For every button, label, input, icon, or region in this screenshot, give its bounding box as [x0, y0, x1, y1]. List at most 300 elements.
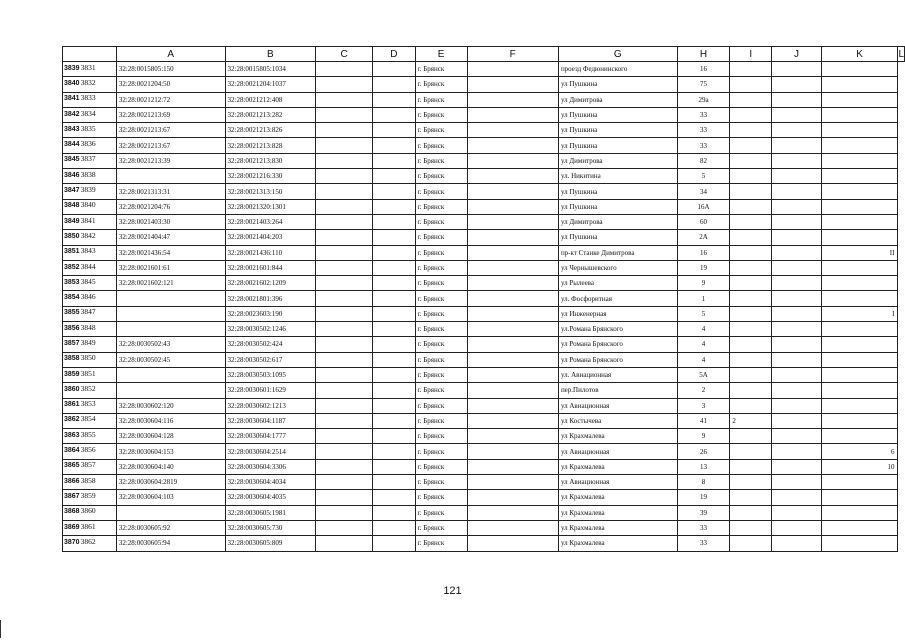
cell-l[interactable] — [821, 107, 898, 122]
row-number-cell[interactable] — [63, 352, 117, 367]
cell-l[interactable] — [821, 383, 898, 398]
cell-j[interactable] — [730, 107, 772, 122]
cell-f[interactable]: г. Брянск — [415, 138, 467, 153]
cell-f[interactable]: г. Брянск — [415, 322, 467, 337]
cell-e[interactable] — [372, 92, 415, 107]
cell-d[interactable] — [316, 214, 373, 229]
cell-c[interactable]: 32:28:0030503:1095 — [225, 367, 316, 382]
cell-c[interactable]: 32:28:0030605:730 — [225, 520, 316, 535]
row-number-cell[interactable] — [63, 459, 117, 474]
cell-h[interactable]: ул Авиационная — [558, 444, 677, 459]
cell-b[interactable]: 32:28:0021313:31 — [116, 184, 225, 199]
cell-h[interactable]: ул. Фосфоритная — [558, 291, 677, 306]
cell-i[interactable]: 5А — [677, 367, 730, 382]
cell-l[interactable] — [821, 505, 898, 520]
cell-i[interactable]: 16 — [677, 245, 730, 260]
cell-f[interactable]: г. Брянск — [415, 352, 467, 367]
cell-c[interactable]: 32:28:0021213:826 — [225, 123, 316, 138]
column-header-f[interactable]: F — [467, 47, 558, 62]
column-header-a[interactable]: A — [116, 47, 225, 62]
cell-h[interactable]: проезд Федюнинского — [558, 62, 677, 77]
cell-k[interactable] — [772, 337, 822, 352]
cell-h[interactable]: ул Рылеева — [558, 276, 677, 291]
cell-e[interactable] — [372, 337, 415, 352]
row-number-cell[interactable] — [63, 184, 117, 199]
cell-c[interactable]: 32:28:0021216:330 — [225, 169, 316, 184]
cell-d[interactable] — [316, 459, 373, 474]
cell-f[interactable]: г. Брянск — [415, 260, 467, 275]
cell-e[interactable] — [372, 107, 415, 122]
row-number-cell[interactable] — [63, 444, 117, 459]
cell-l[interactable] — [821, 230, 898, 245]
cell-d[interactable] — [316, 107, 373, 122]
cell-g[interactable] — [467, 77, 558, 92]
cell-d[interactable] — [316, 398, 373, 413]
cell-d[interactable] — [316, 123, 373, 138]
cell-f[interactable]: г. Брянск — [415, 398, 467, 413]
cell-c[interactable]: 32:28:0030502:424 — [225, 337, 316, 352]
cell-c[interactable]: 32:28:0021602:1209 — [225, 276, 316, 291]
cell-c[interactable]: 32:28:0021436:110 — [225, 245, 316, 260]
column-header-k[interactable]: K — [821, 47, 898, 62]
cell-k[interactable] — [772, 138, 822, 153]
cell-f[interactable]: г. Брянск — [415, 169, 467, 184]
cell-k[interactable] — [772, 459, 822, 474]
cell-e[interactable] — [372, 367, 415, 382]
cell-f[interactable]: г. Брянск — [415, 383, 467, 398]
cell-e[interactable] — [372, 214, 415, 229]
cell-i[interactable]: 33 — [677, 138, 730, 153]
cell-b[interactable]: 32:28:0030604:153 — [116, 444, 225, 459]
cell-k[interactable] — [772, 107, 822, 122]
cell-e[interactable] — [372, 429, 415, 444]
row-number-cell[interactable] — [63, 199, 117, 214]
cell-l[interactable] — [821, 398, 898, 413]
row-number-cell[interactable] — [63, 169, 117, 184]
cell-j[interactable] — [730, 123, 772, 138]
cell-b[interactable]: 32:28:0021602:121 — [116, 276, 225, 291]
cell-f[interactable]: г. Брянск — [415, 536, 467, 551]
cell-d[interactable] — [316, 475, 373, 490]
cell-f[interactable]: г. Брянск — [415, 505, 467, 520]
cell-f[interactable]: г. Брянск — [415, 276, 467, 291]
cell-g[interactable] — [467, 291, 558, 306]
cell-k[interactable] — [772, 520, 822, 535]
cell-i[interactable]: 41 — [677, 413, 730, 428]
cell-k[interactable] — [772, 199, 822, 214]
cell-b[interactable] — [116, 367, 225, 382]
cell-e[interactable] — [372, 413, 415, 428]
cell-b[interactable]: 32:28:0030602:120 — [116, 398, 225, 413]
cell-g[interactable] — [467, 184, 558, 199]
cell-k[interactable] — [772, 276, 822, 291]
cell-j[interactable] — [730, 429, 772, 444]
cell-i[interactable]: 9 — [677, 429, 730, 444]
cell-d[interactable] — [316, 184, 373, 199]
cell-b[interactable]: 32:28:0030605:94 — [116, 536, 225, 551]
cell-c[interactable]: 32:28:0021403:264 — [225, 214, 316, 229]
cell-k[interactable] — [772, 322, 822, 337]
cell-g[interactable] — [467, 352, 558, 367]
cell-k[interactable] — [772, 505, 822, 520]
cell-j[interactable]: 2 — [730, 413, 772, 428]
cell-h[interactable]: ул. Никитина — [558, 169, 677, 184]
cell-b[interactable]: 32:28:0021403:30 — [116, 214, 225, 229]
cell-i[interactable]: 39 — [677, 505, 730, 520]
cell-d[interactable] — [316, 260, 373, 275]
cell-i[interactable]: 33 — [677, 123, 730, 138]
cell-h[interactable]: ул Крахмалева — [558, 505, 677, 520]
cell-d[interactable] — [316, 520, 373, 535]
row-number-cell[interactable] — [63, 505, 117, 520]
cell-c[interactable]: 32:28:0023603:190 — [225, 306, 316, 321]
cell-i[interactable]: 75 — [677, 77, 730, 92]
cell-c[interactable]: 32:28:0021213:830 — [225, 153, 316, 168]
cell-h[interactable]: ул Крахмалева — [558, 490, 677, 505]
cell-e[interactable] — [372, 444, 415, 459]
cell-h[interactable]: ул Пушкина — [558, 138, 677, 153]
row-number-cell[interactable] — [63, 260, 117, 275]
row-number-cell[interactable] — [63, 337, 117, 352]
cell-d[interactable] — [316, 62, 373, 77]
cell-f[interactable]: г. Брянск — [415, 429, 467, 444]
cell-d[interactable] — [316, 413, 373, 428]
cell-h[interactable]: ул.Романа Брянского — [558, 322, 677, 337]
row-number-cell[interactable] — [63, 322, 117, 337]
cell-b[interactable]: 32:28:0021404:47 — [116, 230, 225, 245]
cell-b[interactable]: 32:28:0030604:103 — [116, 490, 225, 505]
cell-c[interactable]: 32:28:0030604:4035 — [225, 490, 316, 505]
row-number-cell[interactable] — [63, 306, 117, 321]
column-header-d[interactable]: D — [372, 47, 415, 62]
cell-k[interactable] — [772, 444, 822, 459]
cell-b[interactable]: 32:28:0021204:76 — [116, 199, 225, 214]
cell-j[interactable] — [730, 245, 772, 260]
cell-l[interactable] — [821, 490, 898, 505]
cell-i[interactable]: 4 — [677, 322, 730, 337]
cell-i[interactable]: 2А — [677, 230, 730, 245]
cell-g[interactable] — [467, 429, 558, 444]
cell-j[interactable] — [730, 184, 772, 199]
cell-c[interactable]: 32:28:0030604:4034 — [225, 475, 316, 490]
row-number-cell[interactable] — [63, 398, 117, 413]
cell-j[interactable] — [730, 230, 772, 245]
cell-d[interactable] — [316, 536, 373, 551]
cell-k[interactable] — [772, 92, 822, 107]
cell-d[interactable] — [316, 505, 373, 520]
cell-f[interactable]: г. Брянск — [415, 214, 467, 229]
cell-g[interactable] — [467, 413, 558, 428]
cell-e[interactable] — [372, 62, 415, 77]
cell-b[interactable]: 32:28:0021436:54 — [116, 245, 225, 260]
row-number-cell[interactable] — [63, 138, 117, 153]
cell-g[interactable] — [467, 383, 558, 398]
cell-k[interactable] — [772, 398, 822, 413]
cell-g[interactable] — [467, 490, 558, 505]
cell-i[interactable]: 5 — [677, 169, 730, 184]
cell-k[interactable] — [772, 77, 822, 92]
cell-h[interactable]: ул Крахмалева — [558, 536, 677, 551]
cell-h[interactable]: ул Пушкина — [558, 77, 677, 92]
cell-c[interactable]: 32:28:0021404:203 — [225, 230, 316, 245]
row-number-cell[interactable] — [63, 214, 117, 229]
cell-c[interactable]: 32:28:0021313:150 — [225, 184, 316, 199]
row-number-cell[interactable] — [63, 536, 117, 551]
cell-l[interactable] — [821, 214, 898, 229]
cell-j[interactable] — [730, 199, 772, 214]
cell-f[interactable]: г. Брянск — [415, 413, 467, 428]
cell-i[interactable]: 2 — [677, 383, 730, 398]
row-number-cell[interactable] — [63, 367, 117, 382]
cell-g[interactable] — [467, 475, 558, 490]
cell-g[interactable] — [467, 444, 558, 459]
cell-d[interactable] — [316, 230, 373, 245]
cell-h[interactable]: ул Авиационная — [558, 398, 677, 413]
cell-f[interactable]: г. Брянск — [415, 337, 467, 352]
cell-i[interactable]: 1 — [677, 291, 730, 306]
cell-f[interactable]: г. Брянск — [415, 107, 467, 122]
cell-f[interactable]: г. Брянск — [415, 199, 467, 214]
cell-h[interactable]: ул Пушкина — [558, 199, 677, 214]
cell-e[interactable] — [372, 536, 415, 551]
cell-j[interactable] — [730, 490, 772, 505]
cell-l[interactable] — [821, 123, 898, 138]
cell-d[interactable] — [316, 383, 373, 398]
row-number-cell[interactable] — [63, 230, 117, 245]
cell-d[interactable] — [316, 337, 373, 352]
cell-e[interactable] — [372, 398, 415, 413]
row-number-cell[interactable] — [63, 490, 117, 505]
cell-e[interactable] — [372, 322, 415, 337]
cell-b[interactable]: 32:28:0021213:67 — [116, 123, 225, 138]
cell-f[interactable]: г. Брянск — [415, 184, 467, 199]
cell-b[interactable] — [116, 322, 225, 337]
cell-f[interactable]: г. Брянск — [415, 459, 467, 474]
cell-g[interactable] — [467, 107, 558, 122]
cell-e[interactable] — [372, 520, 415, 535]
cell-b[interactable] — [116, 383, 225, 398]
cell-k[interactable] — [772, 383, 822, 398]
corner-header-cell[interactable] — [63, 47, 117, 62]
cell-l[interactable] — [821, 260, 898, 275]
row-number-cell[interactable] — [63, 276, 117, 291]
cell-j[interactable] — [730, 322, 772, 337]
cell-d[interactable] — [316, 92, 373, 107]
cell-j[interactable] — [730, 291, 772, 306]
row-number-cell[interactable] — [63, 413, 117, 428]
cell-l[interactable] — [821, 475, 898, 490]
cell-h[interactable]: ул Чернышевского — [558, 260, 677, 275]
cell-j[interactable] — [730, 138, 772, 153]
cell-l[interactable] — [821, 429, 898, 444]
cell-l[interactable] — [821, 367, 898, 382]
cell-k[interactable] — [772, 123, 822, 138]
cell-l[interactable] — [821, 291, 898, 306]
cell-c[interactable]: 32:28:0021212:408 — [225, 92, 316, 107]
cell-f[interactable]: г. Брянск — [415, 77, 467, 92]
cell-l[interactable]: II — [821, 245, 898, 260]
cell-k[interactable] — [772, 169, 822, 184]
row-number-cell[interactable] — [63, 62, 117, 77]
cell-g[interactable] — [467, 322, 558, 337]
cell-e[interactable] — [372, 245, 415, 260]
cell-l[interactable] — [821, 153, 898, 168]
cell-e[interactable] — [372, 276, 415, 291]
cell-g[interactable] — [467, 520, 558, 535]
cell-g[interactable] — [467, 214, 558, 229]
cell-j[interactable] — [730, 77, 772, 92]
row-number-cell[interactable] — [63, 123, 117, 138]
cell-e[interactable] — [372, 459, 415, 474]
cell-f[interactable]: г. Брянск — [415, 475, 467, 490]
cell-e[interactable] — [372, 153, 415, 168]
row-number-cell[interactable] — [63, 153, 117, 168]
cell-b[interactable]: 32:28:0021213:39 — [116, 153, 225, 168]
row-number-cell[interactable] — [63, 77, 117, 92]
cell-c[interactable]: 32:28:0021801:396 — [225, 291, 316, 306]
cell-h[interactable]: ул Димитрова — [558, 214, 677, 229]
cell-i[interactable]: 13 — [677, 459, 730, 474]
cell-g[interactable] — [467, 276, 558, 291]
cell-j[interactable] — [730, 62, 772, 77]
cell-c[interactable]: 32:28:0030602:1213 — [225, 398, 316, 413]
cell-d[interactable] — [316, 199, 373, 214]
cell-h[interactable]: ул Инженерная — [558, 306, 677, 321]
cell-e[interactable] — [372, 230, 415, 245]
cell-d[interactable] — [316, 138, 373, 153]
cell-d[interactable] — [316, 367, 373, 382]
cell-i[interactable]: 33 — [677, 107, 730, 122]
cell-i[interactable]: 5 — [677, 306, 730, 321]
cell-g[interactable] — [467, 92, 558, 107]
cell-e[interactable] — [372, 291, 415, 306]
cell-k[interactable] — [772, 429, 822, 444]
cell-f[interactable]: г. Брянск — [415, 306, 467, 321]
cell-g[interactable] — [467, 138, 558, 153]
row-number-cell[interactable] — [63, 291, 117, 306]
cell-g[interactable] — [467, 459, 558, 474]
cell-i[interactable]: 8 — [677, 475, 730, 490]
cell-k[interactable] — [772, 291, 822, 306]
cell-j[interactable] — [730, 352, 772, 367]
cell-k[interactable] — [772, 184, 822, 199]
cell-f[interactable]: г. Брянск — [415, 291, 467, 306]
cell-b[interactable]: 32:28:0030605:92 — [116, 520, 225, 535]
cell-e[interactable] — [372, 505, 415, 520]
cell-l[interactable]: I — [821, 306, 898, 321]
cell-k[interactable] — [772, 413, 822, 428]
cell-c[interactable]: 32:28:0030604:2514 — [225, 444, 316, 459]
cell-b[interactable]: 32:28:0030604:128 — [116, 429, 225, 444]
cell-j[interactable] — [730, 459, 772, 474]
cell-d[interactable] — [316, 490, 373, 505]
cell-j[interactable] — [730, 520, 772, 535]
cell-b[interactable] — [116, 505, 225, 520]
column-header-g[interactable]: G — [558, 47, 677, 62]
cell-l[interactable] — [821, 138, 898, 153]
cell-d[interactable] — [316, 276, 373, 291]
cell-d[interactable] — [316, 306, 373, 321]
cell-c[interactable]: 32:28:0030604:1777 — [225, 429, 316, 444]
row-number-cell[interactable] — [63, 245, 117, 260]
cell-b[interactable]: 32:28:0021212:72 — [116, 92, 225, 107]
cell-g[interactable] — [467, 153, 558, 168]
cell-g[interactable] — [467, 337, 558, 352]
cell-j[interactable] — [730, 367, 772, 382]
cell-k[interactable] — [772, 367, 822, 382]
cell-f[interactable]: г. Брянск — [415, 245, 467, 260]
cell-h[interactable]: ул. Авиационная — [558, 367, 677, 382]
cell-c[interactable]: 32:28:0030605:1981 — [225, 505, 316, 520]
cell-l[interactable] — [821, 322, 898, 337]
column-header-h[interactable]: H — [677, 47, 730, 62]
column-header-b[interactable]: B — [225, 47, 316, 62]
cell-k[interactable] — [772, 260, 822, 275]
cell-d[interactable] — [316, 444, 373, 459]
cell-d[interactable] — [316, 153, 373, 168]
cell-l[interactable] — [821, 169, 898, 184]
cell-f[interactable]: г. Брянск — [415, 520, 467, 535]
cell-b[interactable] — [116, 306, 225, 321]
cell-f[interactable]: г. Брянск — [415, 62, 467, 77]
cell-l[interactable] — [821, 520, 898, 535]
cell-j[interactable] — [730, 505, 772, 520]
cell-e[interactable] — [372, 306, 415, 321]
cell-l[interactable] — [821, 337, 898, 352]
cell-e[interactable] — [372, 475, 415, 490]
cell-h[interactable]: ул Авиационная — [558, 475, 677, 490]
cell-b[interactable]: 32:28:0030604:2819 — [116, 475, 225, 490]
cell-j[interactable] — [730, 536, 772, 551]
cell-h[interactable]: ул Крахмалева — [558, 459, 677, 474]
cell-j[interactable] — [730, 398, 772, 413]
cell-i[interactable]: 16 — [677, 62, 730, 77]
cell-i[interactable]: 34 — [677, 184, 730, 199]
column-header-e[interactable]: E — [415, 47, 467, 62]
cell-i[interactable]: 33 — [677, 536, 730, 551]
cell-h[interactable]: ул Димитрова — [558, 153, 677, 168]
cell-h[interactable]: пр-кт Станке Димитрова — [558, 245, 677, 260]
cell-i[interactable]: 9 — [677, 276, 730, 291]
cell-d[interactable] — [316, 352, 373, 367]
cell-c[interactable]: 32:28:0021213:828 — [225, 138, 316, 153]
cell-g[interactable] — [467, 260, 558, 275]
cell-j[interactable] — [730, 306, 772, 321]
cell-k[interactable] — [772, 490, 822, 505]
cell-i[interactable]: 19 — [677, 490, 730, 505]
cell-l[interactable] — [821, 536, 898, 551]
cell-l[interactable]: 6 — [821, 444, 898, 459]
cell-h[interactable]: ул Крахмалева — [558, 429, 677, 444]
cell-j[interactable] — [730, 260, 772, 275]
cell-e[interactable] — [372, 260, 415, 275]
cell-k[interactable] — [772, 475, 822, 490]
cell-b[interactable]: 32:28:0021213:69 — [116, 107, 225, 122]
cell-e[interactable] — [372, 352, 415, 367]
cell-j[interactable] — [730, 153, 772, 168]
cell-k[interactable] — [772, 352, 822, 367]
cell-d[interactable] — [316, 169, 373, 184]
cell-b[interactable]: 32:28:0030502:45 — [116, 352, 225, 367]
cell-b[interactable]: 32:28:0021204:50 — [116, 77, 225, 92]
cell-i[interactable]: 3 — [677, 398, 730, 413]
cell-k[interactable] — [772, 245, 822, 260]
cell-c[interactable]: 32:28:0021204:1037 — [225, 77, 316, 92]
cell-i[interactable]: 60 — [677, 214, 730, 229]
cell-g[interactable] — [467, 536, 558, 551]
cell-c[interactable]: 32:28:0021320:1301 — [225, 199, 316, 214]
cell-b[interactable] — [116, 169, 225, 184]
